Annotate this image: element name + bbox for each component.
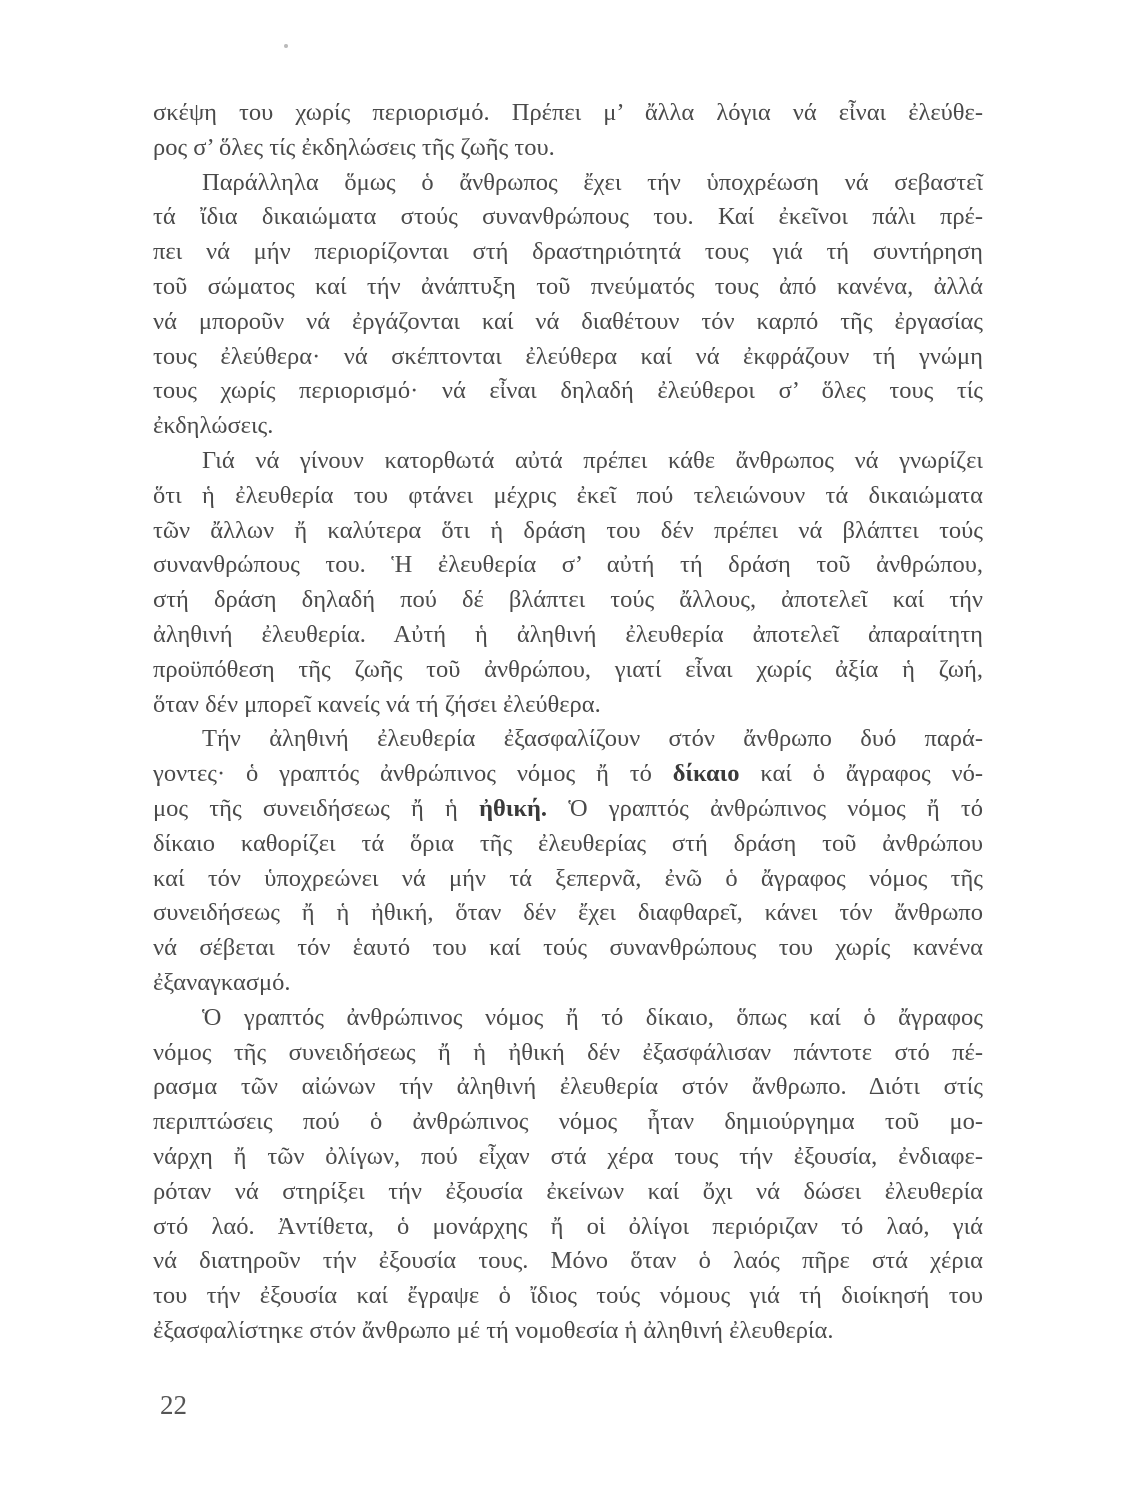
- text-line: τοῦ σώματος καί τήν ἀνάπτυξη τοῦ πνεύματός τους ἀπό κανένα, ἀλλά: [153, 273, 983, 300]
- text-line: νά διατηροῦν τήν ἐξουσία τους. Μόνο ὅταν ὁ λαός πῆρε στά χέρια: [153, 1247, 983, 1275]
- text-line: πει νά μήν περιορίζονται στή δραστηριότητά τους γιά τή συντήρηση: [153, 238, 983, 266]
- text-line: νά σέβεται τόν ἑαυτό του καί τούς συνανθρώπους του χωρίς κανένα: [153, 934, 983, 962]
- page-number: 22: [160, 1390, 187, 1420]
- text-line: στή δράση δηλαδή πού δέ βλάπτει τούς ἄλλους, ἀποτελεῖ καί τήν: [153, 586, 983, 614]
- text-line: τῶν ἄλλων ἤ καλύτερα ὅτι ἡ δράση του δέν πρέπει νά βλάπτει τούς: [153, 516, 983, 544]
- text-line: συνειδήσεως ἤ ἡ ἠθική, ὅταν δέν ἔχει διαφθαρεῖ, κάνει τόν ἄνθρωπο: [153, 899, 983, 927]
- text-line: τους ἐλεύθερα· νά σκέπτονται ἐλεύθερα καί νά ἐκφράζουν τή γνώμη: [153, 342, 983, 370]
- text-segment: γοντες· ὁ γραπτός ἀνθρώπινος νόμος ἤ τό: [153, 760, 673, 788]
- text-line: του τήν ἐξουσία καί ἔγραψε ὁ ἴδιος τούς νόμους γιά τή διοίκησή του: [153, 1282, 983, 1310]
- bold-term: ἠθική.: [479, 795, 548, 822]
- text-line: ἐκδηλώσεις.: [153, 412, 274, 440]
- text-line: σκέψη του χωρίς περιορισμό. Πρέπει μ’ ἄλλα λόγια νά εἶναι ἐλεύθε-: [153, 99, 983, 126]
- text-line: Γιά νά γίνουν κατορθωτά αὐτά πρέπει κάθε ἄνθρωπος νά γνωρίζει: [202, 447, 983, 474]
- text-line: ἀληθινή ἐλευθερία. Αὐτή ἡ ἀληθινή ἐλευθερία ἀποτελεῖ ἀπαραίτητη: [153, 621, 983, 648]
- text-line: περιπτώσεις πού ὁ ἀνθρώπινος νόμος ἦταν δημιούργημα τοῦ μο-: [153, 1108, 983, 1136]
- text-line: συνανθρώπους του. Ἡ ἐλευθερία σ’ αὐτή τή δράση τοῦ ἀνθρώπου,: [153, 551, 983, 579]
- text-line: προϋπόθεση τῆς ζωῆς τοῦ ἀνθρώπου, γιατί εἶναι χωρίς ἀξία ἡ ζωή,: [153, 655, 983, 683]
- text-line: νόμος τῆς συνειδήσεως ἤ ἡ ἠθική δέν ἐξασφάλισαν πάντοτε στό πέ-: [153, 1038, 983, 1066]
- text-line: ρασμα τῶν αἰώνων τήν ἀληθινή ἐλευθερία στόν ἄνθρωπο. Διότι στίς: [153, 1073, 983, 1101]
- text-line: δίκαιο καθορίζει τά ὅρια τῆς ἐλευθερίας στή δράση τοῦ ἀνθρώπου: [153, 829, 983, 857]
- bold-term: δίκαιο: [672, 760, 740, 788]
- text-line: νά μποροῦν νά ἐργάζονται καί νά διαθέτουν τόν καρπό τῆς ἐργασίας: [153, 307, 983, 335]
- text-line: ρόταν νά στηρίξει τήν ἐξουσία ἐκείνων καί ὄχι νά δώσει ἐλευθερία: [153, 1177, 983, 1205]
- text-line: ρος σ’ ὅλες τίς ἐκδηλώσεις τῆς ζωῆς του.: [153, 133, 555, 161]
- text-segment: μος τῆς συνειδήσεως ἤ ἡ: [153, 795, 480, 822]
- text-line: τά ἴδια δικαιώματα στούς συνανθρώπους του. Καί ἐκεῖνοι πάλι πρέ-: [153, 203, 983, 231]
- text-line: νάρχη ἤ τῶν ὀλίγων, πού εἶχαν στά χέρα τους τήν ἐξουσία, ἐνδιαφε-: [153, 1143, 983, 1170]
- text-line: Ὁ γραπτός ἀνθρώπινος νόμος ἤ τό δίκαιο, ὅπως καί ὁ ἄγραφος: [202, 1003, 983, 1031]
- text-line: [153, 759, 983, 789]
- text-line: ἐξασφαλίστηκε στόν ἄνθρωπο μέ τή νομοθεσία ἡ ἀληθινή ἐλευθερία.: [153, 1317, 834, 1344]
- text-line: [153, 794, 983, 824]
- text-line: στό λαό. Ἀντίθετα, ὁ μονάρχης ἤ οἱ ὀλίγοι περιόριζαν τό λαό, γιά: [153, 1212, 983, 1240]
- scan-speck: [284, 44, 288, 48]
- text-line: καί τόν ὑποχρεώνει νά μήν τά ξεπερνᾶ, ἐνῶ ὁ ἄγραφος νόμος τῆς: [153, 864, 983, 892]
- text-line: ὅτι ἡ ἐλευθερία του φτάνει μέχρις ἐκεῖ πού τελειώνουν τά δικαιώματα: [153, 481, 983, 509]
- text-segment: Ὁ γραπτός ἀνθρώπινος νόμος ἤ τό: [547, 795, 983, 822]
- text-line: Τήν ἀληθινή ἐλευθερία ἐξασφαλίζουν στόν ἄνθρωπο δυό παρά-: [202, 725, 983, 753]
- text-line: τους χωρίς περιορισμό· νά εἶναι δηλαδή ἐλεύθεροι σ’ ὅλες τους τίς: [153, 377, 983, 405]
- text-line: ἐξαναγκασμό.: [153, 969, 291, 996]
- text-line: Παράλληλα ὅμως ὁ ἄνθρωπος ἔχει τήν ὑποχρέωση νά σεβαστεῖ: [202, 168, 983, 196]
- text-segment: καί ὁ ἄγραφος νό-: [739, 760, 983, 788]
- text-line: ὅταν δέν μπορεῖ κανείς νά τή ζήσει ἐλεύθερα.: [153, 690, 601, 718]
